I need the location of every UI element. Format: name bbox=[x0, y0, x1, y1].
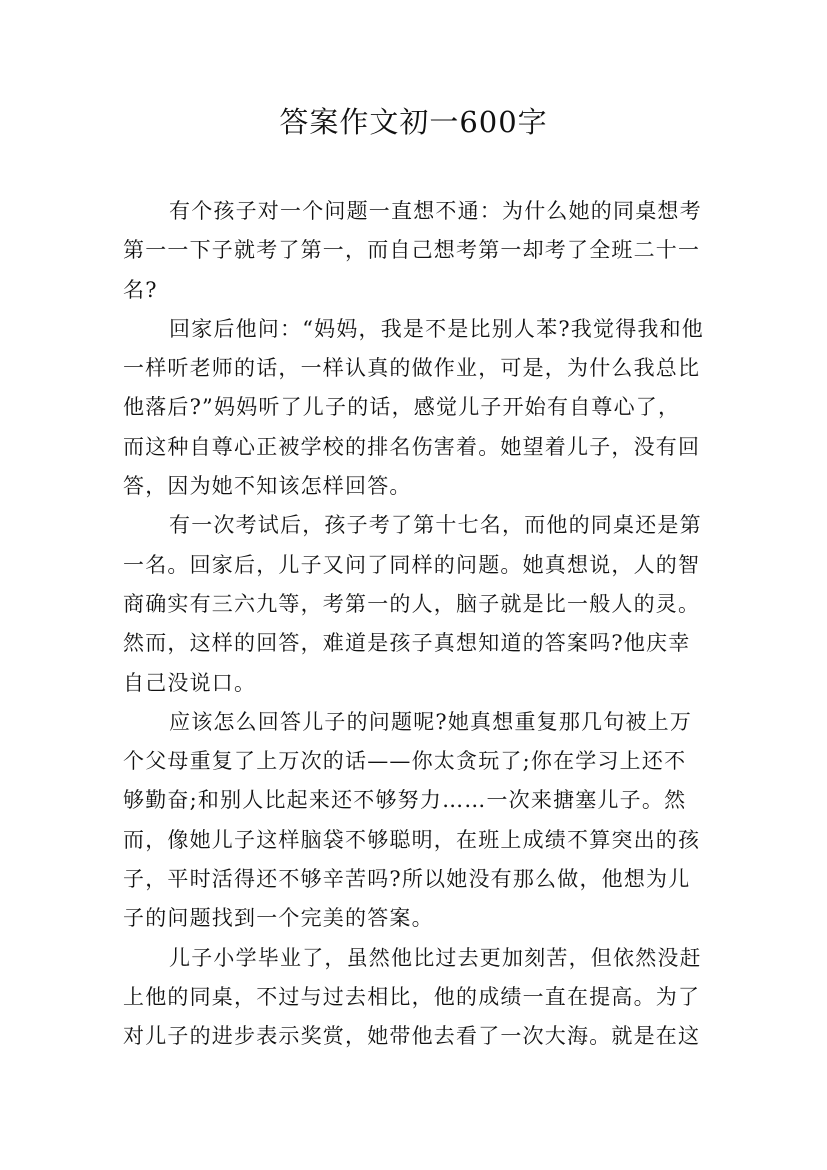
paragraph-line: 一名。回家后，儿子又问了同样的问题。她真想说，人的智 bbox=[123, 552, 701, 577]
paragraph-line: 够勤奋;和别人比起来还不够努力……一次来搪塞儿子。然 bbox=[123, 788, 687, 813]
paragraph-line: 个父母重复了上万次的话——你太贪玩了;你在学习上还不 bbox=[123, 749, 687, 774]
paragraph-line: 对儿子的进步表示奖赏，她带他去看了一次大海。就是在这 bbox=[123, 1024, 701, 1049]
paragraph-line: 有个孩子对一个问题一直想不通：为什么她的同桌想考 bbox=[169, 199, 702, 223]
paragraph-1 bbox=[123, 192, 713, 310]
paragraph-5 bbox=[123, 939, 713, 1057]
paragraph-line: 而这种自尊心正被学校的排名伤害着。她望着儿子，没有回 bbox=[123, 434, 701, 459]
document-title: 答案作文初一600字 bbox=[279, 105, 548, 139]
paragraph-line: 自己没说口。 bbox=[123, 670, 257, 695]
paragraph-3 bbox=[123, 506, 713, 702]
paragraph-line: 而，像她儿子这样脑袋不够聪明，在班上成绩不算突出的孩 bbox=[123, 827, 701, 852]
paragraph-line: 商确实有三六九等，考第一的人，脑子就是比一般人的灵。 bbox=[123, 591, 701, 616]
paragraph-line: 应该怎么回答儿子的问题呢?她真想重复那几句被上万 bbox=[169, 709, 693, 734]
paragraph-line: 回家后他问：“妈妈，我是不是比别人苯?我觉得我和他 bbox=[169, 316, 704, 341]
paragraph-line: 有一次考试后，孩子考了第十七名，而他的同桌还是第 bbox=[169, 513, 702, 538]
paragraph-line: 一样听老师的话，一样认真的做作业，可是，为什么我总比 bbox=[123, 356, 701, 381]
paragraph-4 bbox=[123, 703, 713, 939]
paragraph-line: 他落后?”妈妈听了儿子的话，感觉儿子开始有自尊心了， bbox=[123, 395, 681, 420]
paragraph-line: 名? bbox=[123, 277, 158, 302]
paragraph-line: 然而，这样的回答，难道是孩子真想知道的答案吗?他庆幸 bbox=[123, 631, 691, 656]
paragraph-line: 子，平时活得还不够辛苦吗?所以她没有那么做，他想为儿 bbox=[123, 867, 691, 892]
paragraph-2 bbox=[123, 310, 713, 506]
paragraph-line: 上他的同桌，不过与过去相比，他的成绩一直在提高。为了 bbox=[123, 984, 701, 1009]
paragraph-line: 第一一下子就考了第一，而自己想考第一却考了全班二十一 bbox=[123, 238, 701, 263]
paragraph-line: 答，因为她不知该怎样回答。 bbox=[123, 474, 412, 499]
paragraph-line: 儿子小学毕业了，虽然他比过去更加刻苦，但依然没赶 bbox=[169, 945, 702, 970]
document-body bbox=[123, 192, 713, 1057]
paragraph-line: 子的问题找到一个完美的答案。 bbox=[123, 906, 434, 931]
